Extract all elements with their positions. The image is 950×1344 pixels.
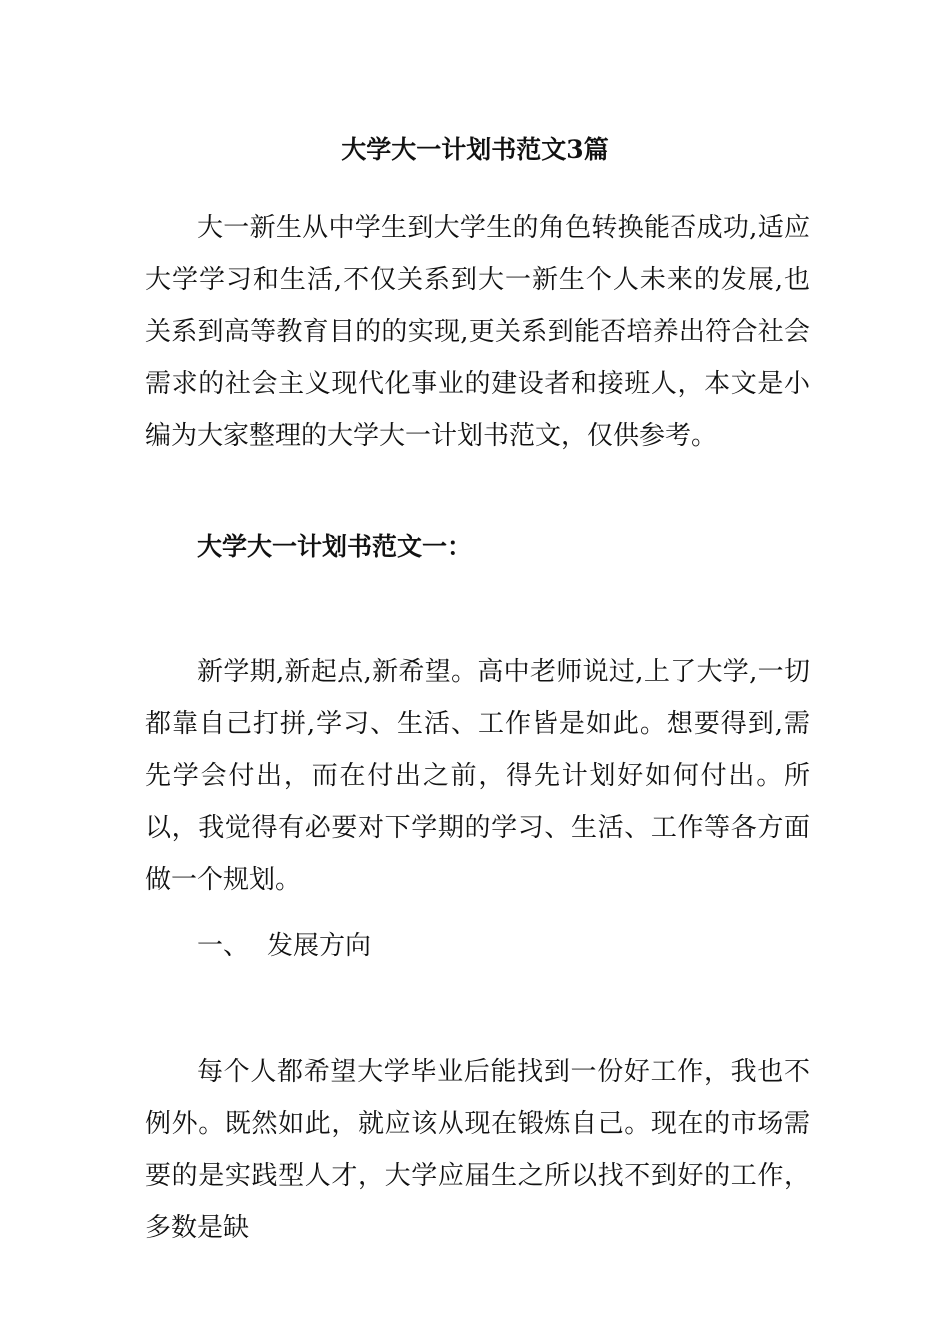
body-paragraph: 每个人都希望大学毕业后能找到一份好工作，我也不例外。既然如此，就应该从现在锻炼自己。现在的市场需要的是实践型人才，大学应届生之所以找不到好的工作，多数是缺 xyxy=(145,1057,810,1243)
intro-paragraph: 大一新生从中学生到大学生的角色转换能否成功,适应大学学习和生活,不仅关系到大一新生个人未来的发展,也关系到高等教育目的的实现,更关系到能否培养出符合社会需求的社会主义现代化事业的建设者和接班人，本文是小编为大家整理的大学大一计划书范文，仅供参考。 xyxy=(145,213,810,451)
subheading-text: 发展方向 xyxy=(267,931,372,961)
section-heading: 大学大一计划书范文一： xyxy=(197,532,473,561)
subheading xyxy=(197,924,371,968)
section-paragraph: 新学期,新起点,新希望。高中老师说过,上了大学,一切都靠自己打拼,学习、生活、工作皆是如此。想要得到,需先学会付出，而在付出之前，得先计划好如何付出。所以，我觉得有必要对下学期的学习、生活、工作等各方面做一个规划。 xyxy=(145,657,810,895)
subheading-number: 一、 xyxy=(197,931,250,961)
document-title: 大学大一计划书范文3篇 xyxy=(341,135,609,164)
